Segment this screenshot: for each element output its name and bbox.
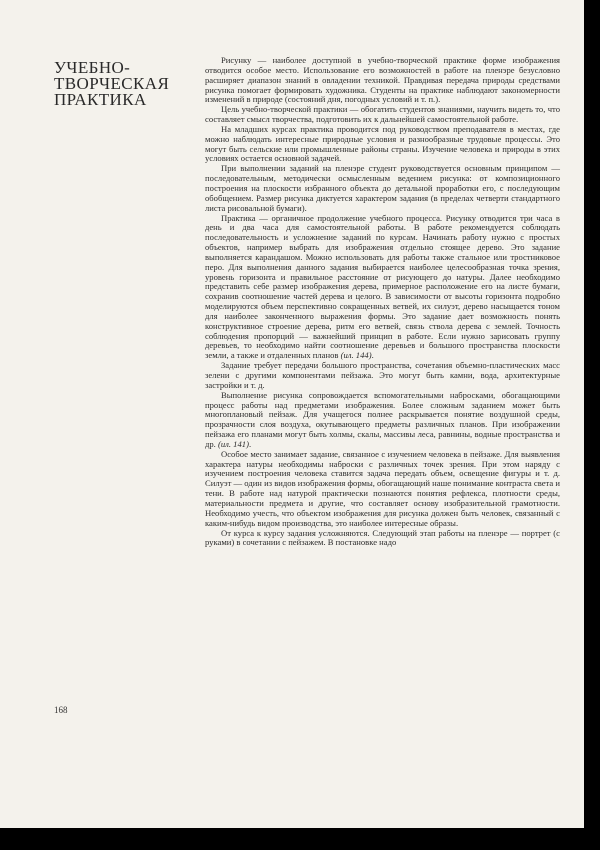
paragraph: От курса к курсу задания усложняются. Следующий этап работы на пленэре — портрет (с руками) в сочетании с пейзажем. В постановке надо <box>205 527 560 548</box>
illustration-reference: (ил. 144) <box>340 350 372 361</box>
paragraph: Цель учебно-творческой практики — обогатить студентов знаниями, научить видеть то, что составляет смысл творчества, подготовить их к дальнейшей самостоятельной работе. <box>205 104 560 125</box>
illustration-reference: (ил. 141) <box>217 438 249 449</box>
paragraph: На младших курсах практика проводится под руководством преподавателя в местах, где можно наблюдать интересные природные условия и разнообразные трудовые процессы. Это могут быть сельские или промышленные районы страны. Изучение человека и природы в этих условиях остается основной задачей. <box>205 123 560 164</box>
paragraph: Практика — органичное продолжение учебного процесса. Рисунку отводится три часа в день и два часа для самостоятельной работы. В работе рекомендуется соблюдать последовательность и усложнение заданий по курсам. Начинать работу нужно с простых объектов, например выбрать для изображения отдельно стоящее дерево. Это задание выполняется карандашом. Можно использовать для работы также стальное или тростниковое перо. Для выполнения данного задания выбирается наиболее целесообразная точка зрения, уровень горизонта и правильное расстояние от рисующего до натуры. Далее необходимо представить себе размер изображения дерева, примерное расположение его на листе бумаги, сохранив соотношение частей дерева и целого. В зависимости от высоты горизонта подробно моделируются объем перспективно сокращенных ветвей, их силуэт, дерево насыщается тоном для наиболее законченного выражения формы. Это задание дает возможность понять конструктивное строение дерева, ритм его ветвей, связь ствола дерева с землей. Точность соблюдения пропорций — важнейший принцип в работе. Если нужно зарисовать группу деревьев, то необходимо найти соотношение деревьев и большого пространства плоскости земли, а также и отдаленных планов (ил. 144). <box>205 212 560 361</box>
paragraph: При выполнении заданий на пленэре студент руководствуется основным принципом — последовательным, методически осмысленным ведением рисунка: от композиционного построения на плоскости избранного объекта до детальной проработки его, с последующим обобщением. Размер рисунка диктуется характером задания (в пределах четверти стандартного листа рисовальной бумаги). <box>205 163 560 213</box>
body-text <box>205 56 560 548</box>
page-number: 168 <box>54 705 68 715</box>
paragraph: Особое место занимает задание, связанное с изучением человека в пейзаже. Для выявления характера натуры необходимы наброски с различных точек зрения. При этом наряду с изучением построения человека ставится задача передать объем, освещение фигуры и т. д. Силуэт — один из видов изображения формы, обогащающий наше понимание контраста света и тени. В работе над натурой практически познаются понятия рефлекса, плотности среды, материальности предмета и другие, что составляет основу изобразительной грамотности. Необходимо учесть, что объектом изображения для рисунка должен быть человек, связанный с каким-нибудь видом производства, это наиболее интересные образы. <box>205 448 560 528</box>
paragraph: Задание требует передачи большого пространства, сочетания объемно-пластических масс зелени с другими компонентами пейзажа. Это могут быть камни, вода, архитектурные застройки и т. д. <box>205 360 560 390</box>
paragraph: Рисунку — наиболее доступной в учебно-творческой практике форме изображения отводится особое место. Использование его возможностей в работе на пленэре безусловно расширяет диапазон знаний в овладении техникой. Правдивая передача природы средствами рисунка помогает формировать художника. Студенты на практике наблюдают закономерности изменений в природе (состояний дня, погодных условий и т. п.). <box>205 55 560 105</box>
section-title: УЧЕБНО- ТВОРЧЕСКАЯ ПРАКТИКА <box>54 58 170 109</box>
paragraph: Выполнение рисунка сопровождается вспомогательными набросками, обогащающими процесс работы над предметами изображения. Более сложным заданием может быть многоплановый пейзаж. Для учащегося полнее раскрывается понятие воздушной среды, прозрачности слоя воздуха, окутывающего предметы различных планов. При изображении пейзажа его планами могут быть холмы, скалы, массивы леса, равнины, водные пространства и др. (ил. 141). <box>205 389 560 449</box>
